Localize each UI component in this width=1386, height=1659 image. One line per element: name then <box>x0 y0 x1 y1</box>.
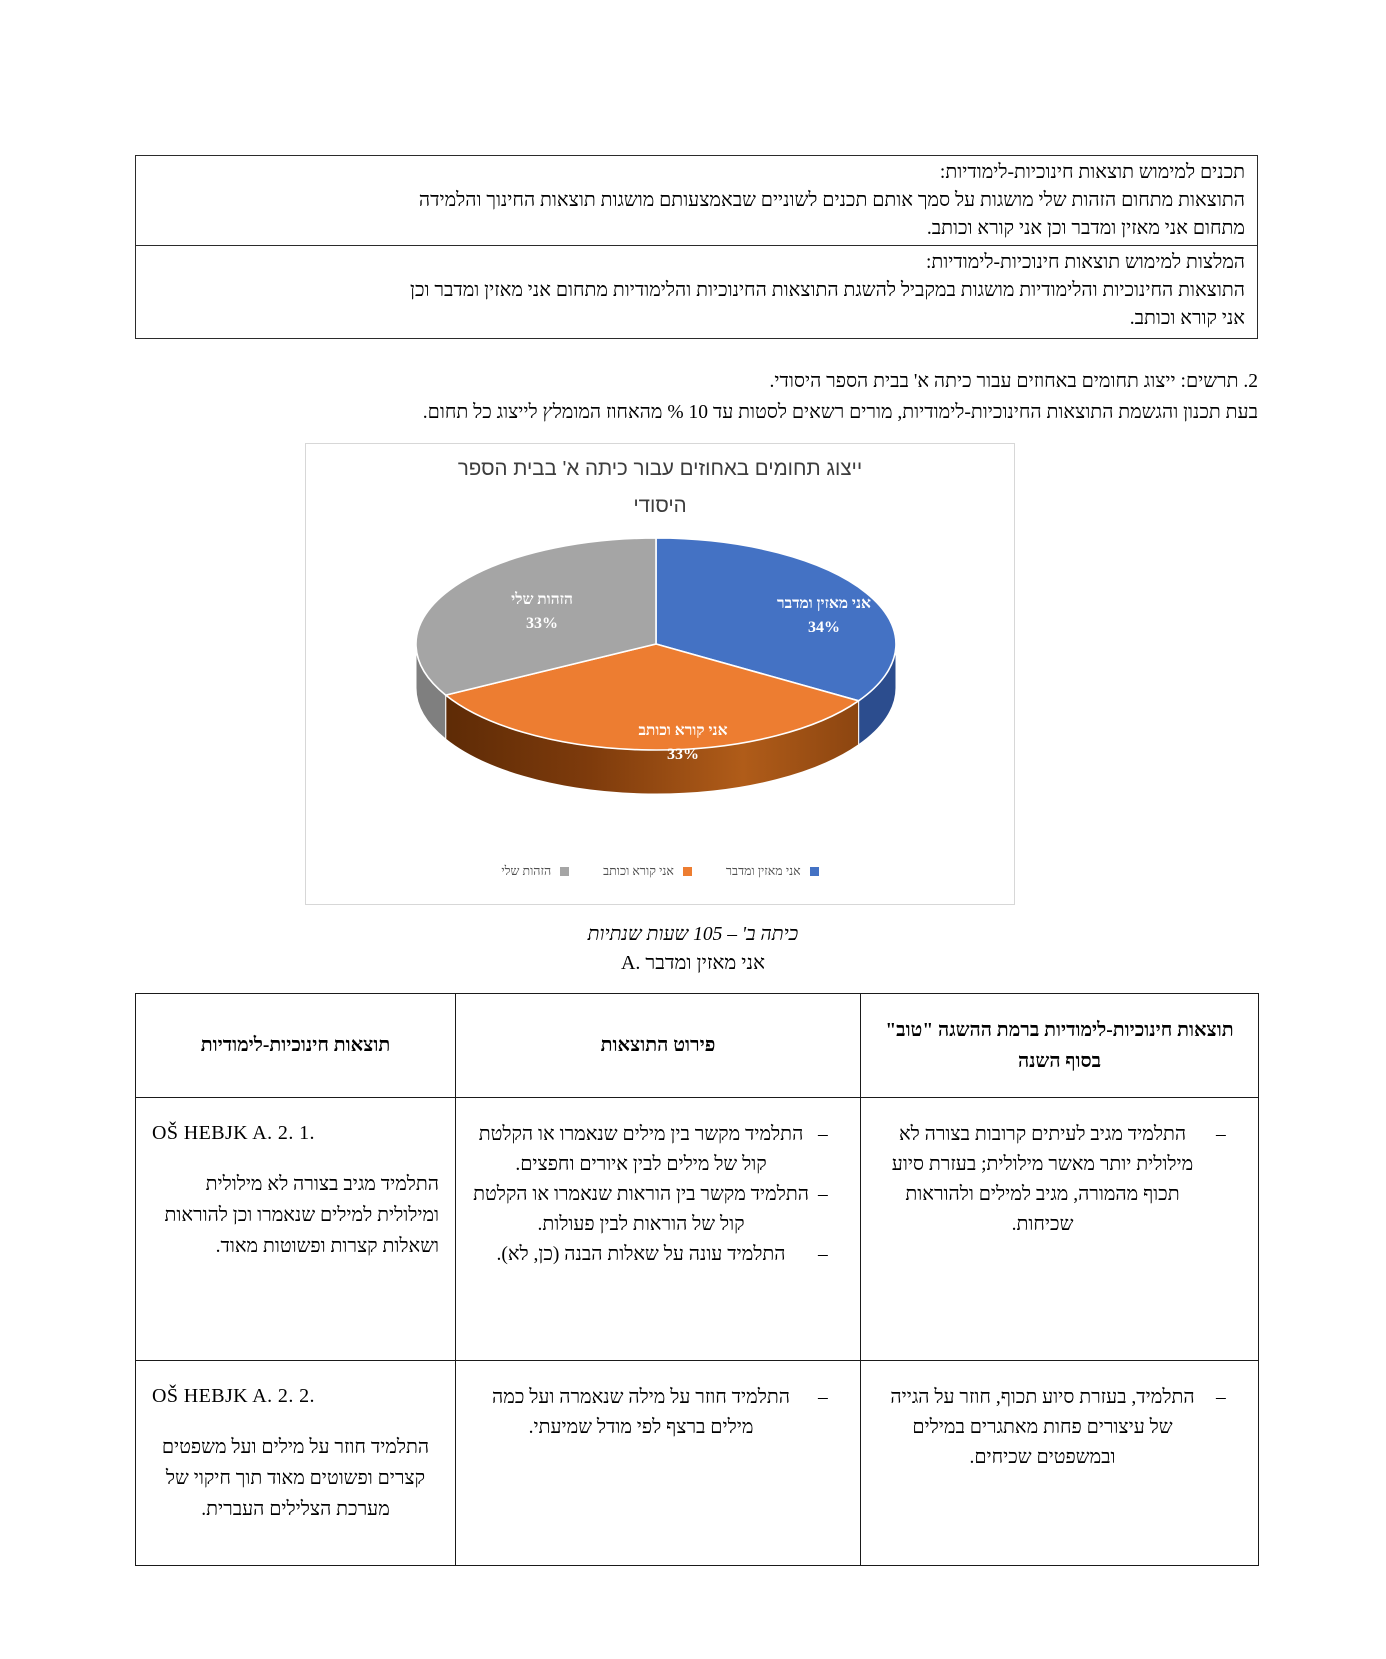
dash-bullet: – <box>818 1124 828 1145</box>
level-cell <box>861 1098 1259 1361</box>
outcome-description: התלמיד חוזר על מילים ועל משפטים קצרים ופשוטים מאוד תוך חיקוי של מערכת הצלילים העברית. <box>161 1437 430 1520</box>
slice-label-identity <box>511 588 573 636</box>
slice-label-pct: 33% <box>526 615 558 632</box>
list-item <box>877 1383 1242 1473</box>
slice-label-listening <box>777 592 871 640</box>
legend-marker-gray-icon <box>560 867 569 876</box>
table-header-row <box>136 994 1259 1098</box>
slice-label-pct: 33% <box>666 746 699 763</box>
list-item-text: התלמיד חוזר על מילה שנאמרה ועל כמה מילים ברצף לפי מודל שמיעתי. <box>492 1387 790 1438</box>
list-item-text: התלמיד מגיב לעיתים קרובות בצורה לא מילולית יותר מאשר מילולית; בעזרת סיוע תכוף מהמורה, מגיב למילים ולהוראות שכיחות. <box>891 1124 1194 1235</box>
legend-label: אני קורא וכותב <box>603 864 674 878</box>
legend-label: אני מאזין ומדבר <box>725 864 801 878</box>
slice-label-text: אני מאזין ומדבר <box>777 595 871 612</box>
dash-bullet: – <box>1216 1387 1226 1408</box>
list-item <box>877 1120 1242 1240</box>
grade-hours-caption: כיתה ב' – 105 שעות שנתיות <box>587 924 799 945</box>
recommendations-note-heading: המלצות למימוש תוצאות חינוכיות-לימודיות: <box>925 252 1245 273</box>
list-item-text: התלמיד עונה על שאלות הבנה (כן, לא). <box>496 1244 786 1265</box>
slice-label-text: הזהות שלי <box>511 591 573 608</box>
details-cell <box>456 1361 861 1566</box>
table-row <box>136 1098 1259 1361</box>
contents-note-line: מתחום אני מאזין ומדבר וכן אני קורא וכותב. <box>926 218 1245 239</box>
list-item <box>472 1180 844 1240</box>
dash-bullet: – <box>1216 1124 1226 1145</box>
pie-3d-graphic <box>306 444 1016 906</box>
outcome-code: OŠ HEBJK A. 2. 1. <box>152 1122 315 1144</box>
list-item <box>472 1120 844 1180</box>
section-a-caption: A. אני מאזין ומדבר <box>620 952 766 974</box>
details-cell <box>456 1098 861 1361</box>
list-item <box>472 1383 844 1443</box>
legend-item-reading <box>603 864 692 879</box>
header-cell-details: פירוט התוצאות <box>456 994 861 1098</box>
table-row <box>136 1361 1259 1566</box>
level-cell <box>861 1361 1259 1566</box>
outcome-cell <box>136 1098 456 1361</box>
dash-bullet: – <box>818 1184 828 1205</box>
dash-bullet: – <box>818 1387 828 1408</box>
list-item-text: התלמיד מקשר בין הוראות שנאמרו או הקלטת קול של הוראות לבין פעולות. <box>473 1184 809 1235</box>
recommendations-note-box <box>135 245 1258 339</box>
pie-chart <box>305 443 1015 905</box>
dash-bullet: – <box>818 1244 828 1265</box>
outcome-code: OŠ HEBJK A. 2. 2. <box>152 1385 315 1407</box>
list-item-text: התלמיד, בעזרת סיוע תכוף, חוזר על הגייה של עיצורים פחות מאתגרים במילים ובמשפטים שכיחים. <box>890 1387 1195 1468</box>
legend-marker-blue-icon <box>810 867 819 876</box>
legend-marker-orange-icon <box>683 867 692 876</box>
chart-title-line: היסודי <box>633 494 687 517</box>
slice-label-pct: 34% <box>807 619 840 636</box>
outcome-description: התלמיד מגיב בצורה לא מילולית ומילולית למילים שנאמרו וכן להוראות ושאלות קצרות ופשוטות מאוד. <box>164 1174 439 1257</box>
legend-item-identity <box>501 864 569 879</box>
legend-item-listening <box>726 864 819 879</box>
chart-title-line: ייצוג תחומים באחוזים עבור כיתה א' בבית הספר <box>457 457 863 480</box>
contents-note-heading: תכנים למימוש תוצאות חינוכיות-לימודיות: <box>939 162 1245 183</box>
outcomes-table <box>135 993 1259 1566</box>
header-cell-level: תוצאות חינוכיות-לימודיות ברמת ההשגה "טוב" בסוף השנה <box>861 994 1259 1098</box>
slice-label-reading <box>638 719 727 767</box>
slice-label-text: אני קורא וכותב <box>638 722 728 739</box>
diagram-paragraph-line: 2. תרשים: ייצוג תחומים באחוזים עבור כיתה א' בבית הספר היסודי. <box>769 371 1258 392</box>
chart-legend <box>306 864 1014 879</box>
recommendations-note-line: אני קורא וכותב. <box>1129 308 1245 329</box>
diagram-paragraph <box>135 366 1258 428</box>
contents-note-line: התוצאות מתחום הזהות שלי מושגות על סמך אותם תכנים לשוניים שבאמצעותם מושגות תוצאות החינוך והלמידה <box>418 190 1245 211</box>
recommendations-note-line: התוצאות החינוכיות והלימודיות מושגות במקביל להשגת התוצאות החינוכיות והלימודיות מתחום אני מאזין ומדבר וכן <box>410 280 1245 301</box>
header-cell-outcomes: תוצאות חינוכיות-לימודיות <box>136 994 456 1098</box>
diagram-paragraph-line: בעת תכנון והגשמת התוצאות החינוכיות-לימודיות, מורים רשאים לסטות עד 10 % מהאחוז המומלץ לייצוג כל תחום. <box>422 402 1258 423</box>
list-item <box>472 1240 844 1270</box>
outcome-cell <box>136 1361 456 1566</box>
contents-note-box <box>135 155 1258 249</box>
list-item-text: התלמיד מקשר בין מילים שנאמרו או הקלטת קול של מילים לבין איורים וחפצים. <box>478 1124 804 1175</box>
legend-label: הזהות שלי <box>501 864 552 878</box>
